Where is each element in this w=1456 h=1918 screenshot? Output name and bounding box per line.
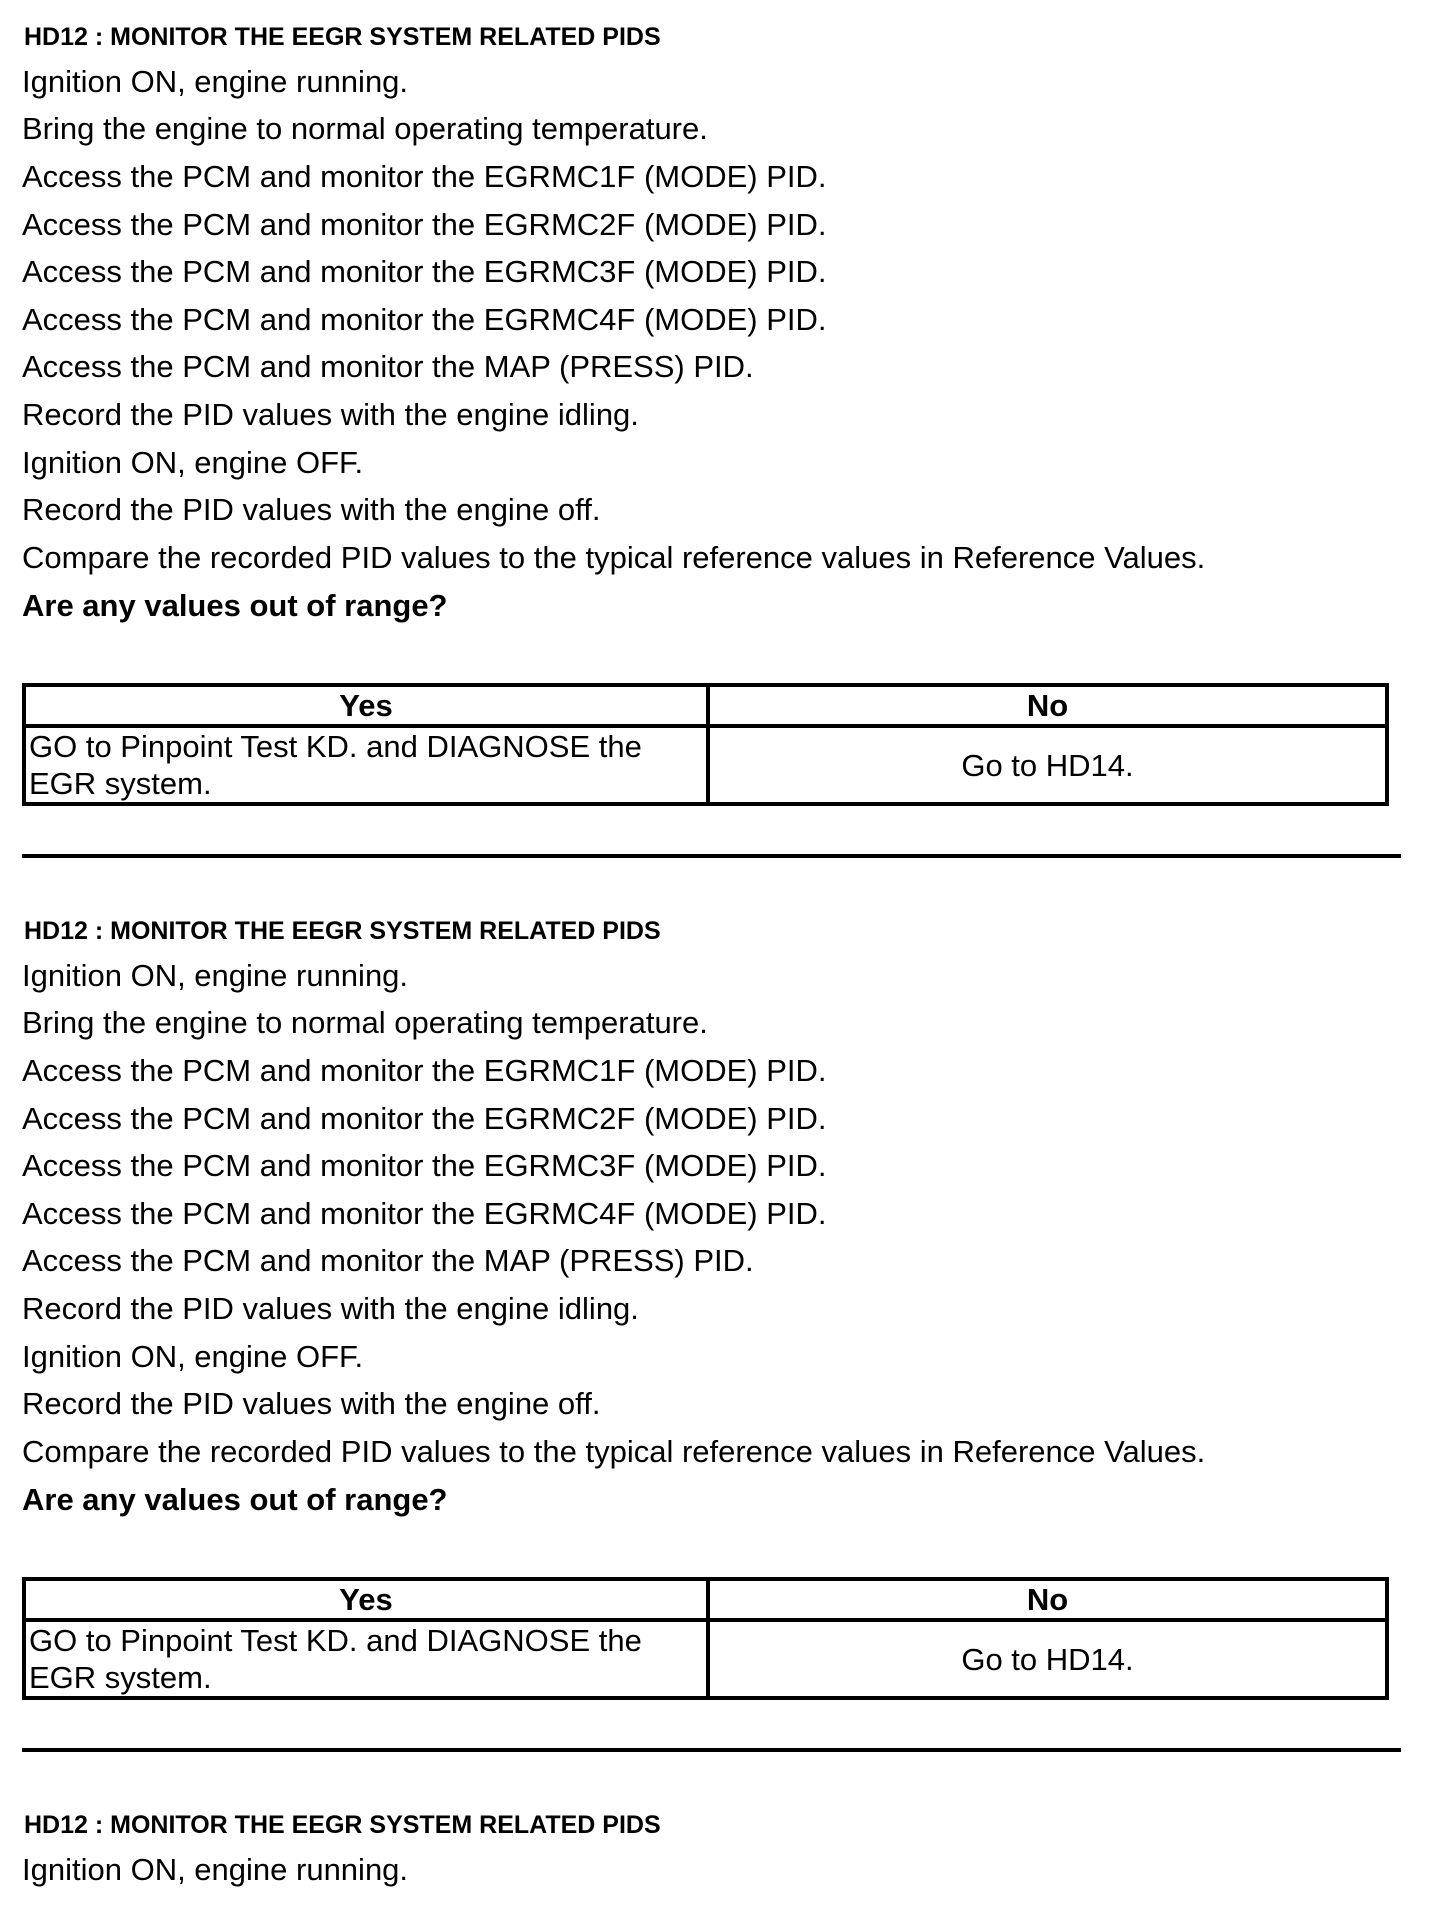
step-instruction: Record the PID values with the engine off. bbox=[22, 492, 601, 527]
decision-table bbox=[22, 683, 1389, 806]
step-instruction: Access the PCM and monitor the MAP (PRESS) PID. bbox=[22, 1243, 754, 1278]
step-instruction: Ignition ON, engine running. bbox=[22, 1852, 409, 1887]
step-instruction: Ignition ON, engine running. bbox=[22, 64, 409, 99]
section-divider bbox=[22, 1748, 1401, 1752]
decision-table bbox=[22, 1577, 1389, 1700]
step-instruction: Ignition ON, engine OFF. bbox=[22, 1339, 364, 1374]
no-action: Go to HD14. bbox=[708, 1620, 1387, 1698]
step-instruction: Access the PCM and monitor the EGRMC2F (MODE) PID. bbox=[22, 1101, 827, 1136]
yes-action: GO to Pinpoint Test KD. and DIAGNOSE the EGR system. bbox=[24, 726, 708, 804]
step-instruction: Access the PCM and monitor the MAP (PRESS) PID. bbox=[22, 349, 754, 384]
step-instruction: Access the PCM and monitor the EGRMC4F (MODE) PID. bbox=[22, 302, 827, 337]
step-instruction: Record the PID values with the engine idling. bbox=[22, 397, 639, 432]
step-instruction: Record the PID values with the engine idling. bbox=[22, 1291, 639, 1326]
no-header: No bbox=[708, 685, 1387, 726]
no-header: No bbox=[708, 1579, 1387, 1620]
step-instruction: Bring the engine to normal operating temperature. bbox=[22, 1005, 708, 1040]
step-question: Are any values out of range? bbox=[22, 588, 448, 623]
section-divider bbox=[22, 854, 1401, 858]
step-instruction: Bring the engine to normal operating temperature. bbox=[22, 111, 708, 146]
step-heading: HD12 : MONITOR THE EEGR SYSTEM RELATED PIDS bbox=[24, 917, 661, 945]
step-heading: HD12 : MONITOR THE EEGR SYSTEM RELATED PIDS bbox=[24, 23, 661, 51]
step-instruction: Ignition ON, engine running. bbox=[22, 958, 409, 993]
yes-action: GO to Pinpoint Test KD. and DIAGNOSE the EGR system. bbox=[24, 1620, 708, 1698]
yes-header: Yes bbox=[24, 1579, 708, 1620]
step-instruction: Record the PID values with the engine off. bbox=[22, 1386, 601, 1421]
step-instruction: Compare the recorded PID values to the typical reference values in Reference Values. bbox=[22, 540, 1206, 575]
step-instruction: Access the PCM and monitor the EGRMC3F (MODE) PID. bbox=[22, 254, 827, 289]
step-instruction: Compare the recorded PID values to the typical reference values in Reference Values. bbox=[22, 1434, 1206, 1469]
step-instruction: Access the PCM and monitor the EGRMC1F (MODE) PID. bbox=[22, 159, 827, 194]
step-instruction: Access the PCM and monitor the EGRMC2F (MODE) PID. bbox=[22, 207, 827, 242]
step-question: Are any values out of range? bbox=[22, 1482, 448, 1517]
step-instruction: Ignition ON, engine OFF. bbox=[22, 445, 364, 480]
step-instruction: Access the PCM and monitor the EGRMC3F (MODE) PID. bbox=[22, 1148, 827, 1183]
step-heading: HD12 : MONITOR THE EEGR SYSTEM RELATED PIDS bbox=[24, 1811, 661, 1839]
step-instruction: Access the PCM and monitor the EGRMC1F (MODE) PID. bbox=[22, 1053, 827, 1088]
step-instruction: Access the PCM and monitor the EGRMC4F (MODE) PID. bbox=[22, 1196, 827, 1231]
yes-header: Yes bbox=[24, 685, 708, 726]
no-action: Go to HD14. bbox=[708, 726, 1387, 804]
